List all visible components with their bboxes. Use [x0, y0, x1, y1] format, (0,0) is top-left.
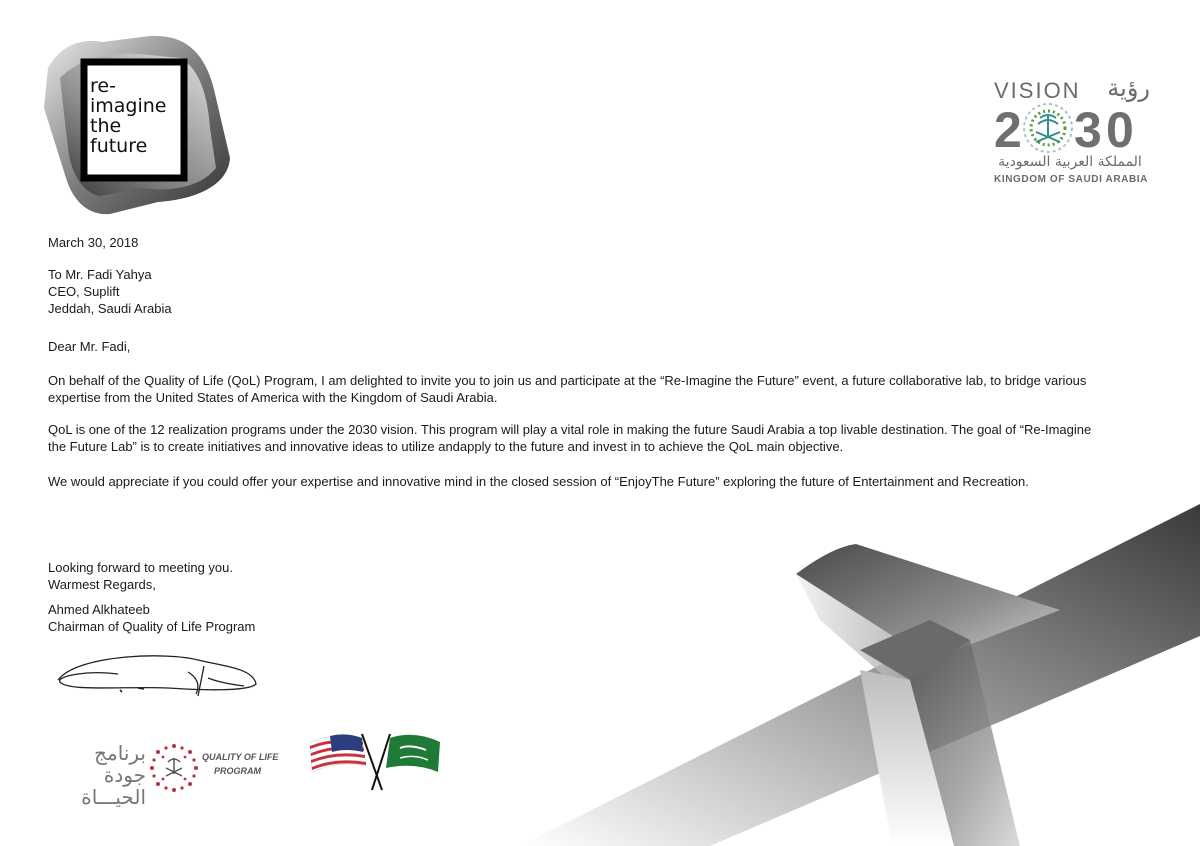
qol-logo: [56, 741, 286, 809]
logo-line: imagine: [90, 95, 167, 117]
salutation: Dear Mr. Fadi,: [48, 339, 131, 354]
paragraph-line: QoL is one of the 12 realization programs under the 2030 vision. This program will play a vital role in making the future Saudi Arabia a top livable destination. The goal of “Re-Imagine: [48, 422, 1092, 437]
saudi-flag-icon: [386, 735, 440, 772]
letter-date: March 30, 2018: [48, 235, 139, 250]
paragraph-line: We would appreciate if you could offer your expertise and innovative mind in the closed session of “EnjoyThe Future” exploring the future of Entertainment and Recreation.: [48, 474, 1029, 489]
recipient-address: [48, 266, 172, 317]
logo-line: re-: [90, 75, 116, 97]
vision-arabic-word: رؤية: [1107, 74, 1150, 102]
vision-english-kingdom: KINGDOM OF SAUDI ARABIA: [994, 174, 1148, 185]
paragraph-invitation: [48, 372, 1158, 406]
address-line: Jeddah, Saudi Arabia: [48, 301, 172, 316]
qol-english-line1: QUALITY OF LIFE: [202, 752, 279, 762]
vision-2030-number-icon: [994, 102, 1154, 154]
logo-line: future: [90, 135, 148, 157]
address-line: To Mr. Fadi Yahya: [48, 267, 152, 282]
qol-arabic-line2: الحيـــاة: [81, 785, 146, 809]
vision-word: VISION: [994, 78, 1081, 103]
closing-line: Looking forward to meeting you.: [48, 560, 233, 575]
signature: [48, 648, 268, 708]
palm-swords-emblem-icon: [1024, 104, 1072, 152]
decorative-ribbon-icon: [500, 500, 1200, 846]
address-line: CEO, Suplift: [48, 284, 120, 299]
signer-block: [48, 601, 255, 635]
paragraph-request: [48, 473, 1158, 490]
vision-arabic-kingdom: المملكة العربية السعودية: [998, 154, 1142, 170]
logo-line: the: [90, 115, 122, 137]
reimagine-logo-text: [90, 76, 176, 156]
qol-english-line2: PROGRAM: [214, 766, 261, 776]
qol-emblem-icon: [148, 742, 200, 794]
vision-2030-logo: [994, 74, 1154, 188]
qol-arabic-line1: برنامج جودة: [94, 741, 146, 787]
paragraph-line: On behalf of the Quality of Life (QoL) Program, I am delighted to invite you to join us and participate at the “Re-Imagine the Future” event, a future collaborative lab, to bridge various: [48, 373, 1087, 388]
signer-title: Chairman of Quality of Life Program: [48, 619, 256, 634]
signer-name: Ahmed Alkhateeb: [48, 602, 150, 617]
svg-text:2: 2: [994, 102, 1022, 154]
svg-text:0: 0: [1106, 102, 1134, 154]
svg-text:3: 3: [1074, 102, 1102, 154]
usa-flag-icon: [310, 734, 366, 772]
paragraph-line: the Future Lab” is to create initiatives and innovative ideas to utilize andapply to the future and invest in to achieve the QoL main objective.: [48, 439, 844, 454]
paragraph-qol: [48, 421, 1158, 455]
closing-line: Warmest Regards,: [48, 577, 156, 592]
paragraph-line: expertise from the United States of America with the Kingdom of Saudi Arabia.: [48, 390, 498, 405]
closing: [48, 559, 233, 593]
crossed-flags-icon: [306, 726, 446, 796]
